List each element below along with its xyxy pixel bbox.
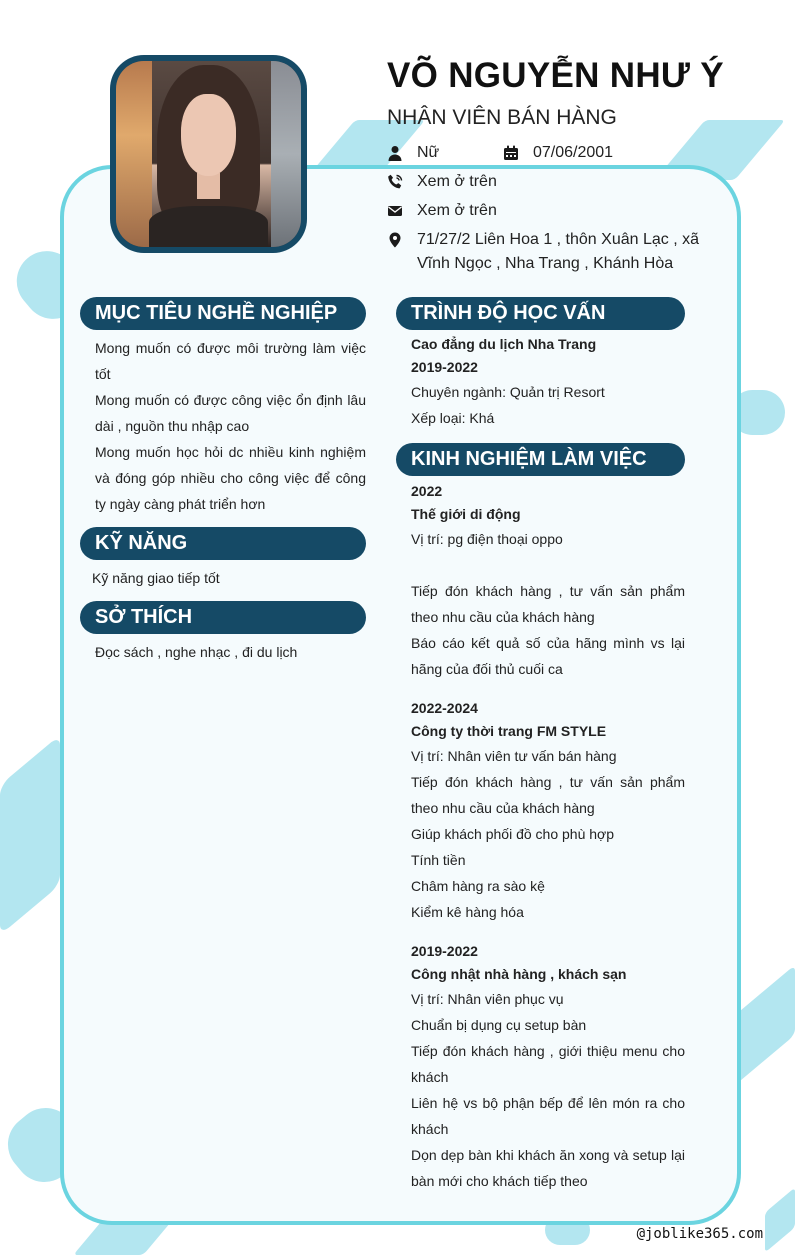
education-grade: Xếp loại: Khá — [411, 410, 495, 426]
job-years: 2022 — [411, 483, 443, 499]
job-duty: Liên hệ vs bộ phận bếp để lên món ra cho khách — [411, 1095, 685, 1137]
address-value: 71/27/2 Liên Hoa 1 , thôn Xuân Lạc , xã Vĩnh Ngọc , Nha Trang , Khánh Hòa — [417, 231, 699, 272]
job-duty: Kiểm kê hàng hóa — [411, 904, 524, 920]
job-company: Công ty thời trang FM STYLE — [411, 723, 607, 739]
job-title: NHÂN VIÊN BÁN HÀNG — [387, 106, 617, 129]
job-company: Công nhật nhà hàng , khách sạn — [411, 966, 627, 982]
education-heading: TRÌNH ĐỘ HỌC VẤN — [396, 297, 685, 330]
skills-heading: KỸ NĂNG — [80, 527, 366, 560]
job-years: 2022-2024 — [411, 700, 478, 716]
education-block — [411, 333, 685, 431]
candidate-name: VÕ NGUYỄN NHƯ Ý — [387, 56, 724, 95]
skills-list — [92, 565, 363, 591]
education-major: Chuyên ngành: Quản trị Resort — [411, 384, 605, 400]
objective-item: Mong muốn có được môi trường làm việc tốt — [95, 340, 366, 382]
email-value: Xem ở trên — [417, 202, 497, 219]
email-row — [387, 199, 497, 223]
objective-list — [95, 335, 366, 517]
objective-heading: MỤC TIÊU NGHỀ NGHIỆP — [80, 297, 366, 330]
experience-job — [411, 697, 685, 925]
experience-job — [411, 480, 685, 682]
gender-row — [387, 141, 439, 165]
job-duty: Chuẩn bị dụng cụ setup bàn — [411, 1017, 587, 1033]
profile-photo-frame — [110, 55, 307, 253]
profile-photo — [116, 61, 301, 247]
hobby-item: Đọc sách , nghe nhạc , đi du lịch — [95, 644, 298, 660]
skill-item: Kỹ năng giao tiếp tốt — [92, 570, 220, 586]
job-duty: Dọn dẹp bàn khi khách ăn xong và setup lại bàn mới cho khách tiếp theo — [411, 1147, 685, 1189]
phone-value: Xem ở trên — [417, 173, 497, 190]
hobbies-list — [95, 639, 366, 665]
job-duty: Tiếp đón khách hàng , tư vấn sản phẩm theo nhu cầu của khách hàng — [411, 774, 685, 816]
experience-heading: KINH NGHIỆM LÀM VIỆC — [396, 443, 685, 476]
job-duty: Châm hàng ra sào kệ — [411, 878, 545, 894]
site-watermark: @joblike365.com — [636, 1226, 763, 1242]
objective-item: Mong muốn có được công việc ổn định lâu dài , nguồn thu nhập cao — [95, 392, 366, 434]
experience-job — [411, 940, 685, 1194]
user-icon — [387, 141, 417, 165]
education-school: Cao đẳng du lịch Nha Trang — [411, 336, 597, 352]
location-pin-icon — [387, 228, 417, 252]
job-duty: Tiếp đón khách hàng , giới thiệu menu cho khách — [411, 1043, 685, 1085]
address-row — [387, 228, 717, 276]
hobbies-heading: SỞ THÍCH — [80, 601, 366, 634]
phone-row — [387, 170, 497, 194]
birthday-row — [503, 141, 613, 165]
job-duty: Tính tiền — [411, 852, 466, 868]
job-duty: Báo cáo kết quả số của hãng mình vs lại hãng của đối thủ cuối ca — [411, 635, 685, 677]
gender-value: Nữ — [417, 144, 440, 161]
job-duty: Tiếp đón khách hàng , tư vấn sản phẩm theo nhu cầu của khách hàng — [411, 583, 685, 625]
job-position: Vị trí: pg điện thoại oppo — [411, 531, 563, 547]
phone-icon — [387, 170, 417, 194]
job-position: Vị trí: Nhân viên tư vấn bán hàng — [411, 748, 617, 764]
decor-stripe — [0, 735, 60, 935]
education-years: 2019-2022 — [411, 359, 478, 375]
birthday-value: 07/06/2001 — [533, 144, 614, 161]
envelope-icon — [387, 199, 417, 223]
job-company: Thế giới di động — [411, 506, 521, 522]
calendar-icon — [503, 141, 533, 165]
objective-item: Mong muốn học hỏi dc nhiều kinh nghiệm và đóng góp nhiều cho công việc để công ty ngày càng phát triển hơn — [95, 444, 366, 512]
decor-stripe — [765, 1187, 795, 1252]
job-duty: Giúp khách phối đồ cho phù hợp — [411, 826, 614, 842]
job-position: Vị trí: Nhân viên phục vụ — [411, 991, 564, 1007]
job-years: 2019-2022 — [411, 943, 478, 959]
decor-stripe — [735, 965, 795, 1085]
